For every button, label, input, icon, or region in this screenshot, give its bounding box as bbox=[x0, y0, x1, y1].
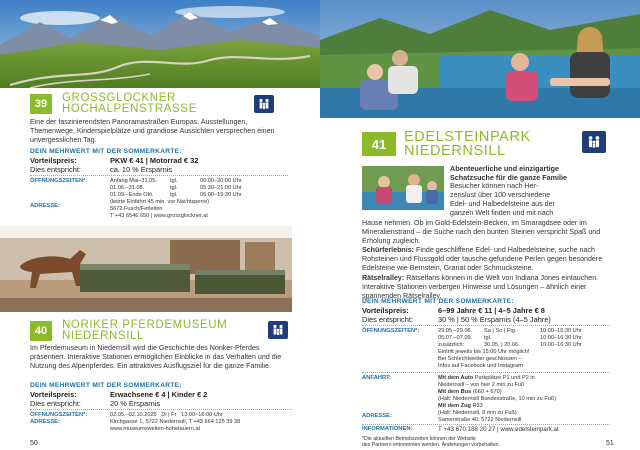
section-41-mehrwert-heading: DEIN MEHRWERT MIT DER SOMMERKARTE: bbox=[362, 298, 514, 305]
hours-days: Sa | So | Ftg. bbox=[484, 328, 517, 334]
section-41-schurf bbox=[362, 246, 608, 273]
section-40-entspricht-value: 20 % Ersparnis bbox=[110, 399, 161, 408]
anfahrt-line bbox=[438, 396, 556, 403]
right-page bbox=[320, 0, 640, 450]
section-39-hours-label: ÖFFNUNGSZEITEN*: bbox=[30, 178, 88, 184]
section-40-vorteil-label: Vorteilspreis: bbox=[30, 390, 77, 399]
section-41-text-line: Besucher können nach Her- bbox=[450, 182, 539, 190]
grossglockner-photo bbox=[0, 0, 320, 88]
hours-period: 05.07.–07.09. bbox=[438, 335, 473, 341]
section-41-text-line: Edel- und Halbedelsteine aus der bbox=[450, 200, 555, 208]
section-39-entspricht-value: ca. 10 % Ersparnis bbox=[110, 165, 173, 174]
hours-note: Bei Schlechtwetter geschlossen – bbox=[438, 356, 522, 362]
section-41-schurf-label: Schürferlebnis: bbox=[362, 246, 415, 254]
anfahrt-text: Parkplätze P1 und P2 in bbox=[473, 375, 535, 381]
hours-period: 01.09.–Ende Okt. bbox=[110, 192, 154, 198]
section-39-address-line: T +43 6546 650 | www.grossglockner.at bbox=[110, 213, 208, 219]
section-39-description: Eine der faszinierendsten Panoramastraßen Europas. Ausstellungen, Themenwege, Kinderspielplätze und grandiose Aussichten versprechen einen unvergesslichen Tag. bbox=[30, 118, 275, 145]
section-40-address-line: Kirchgasse 1, 5722 Niedernsill, T +43 664 125 39 38 bbox=[110, 419, 241, 425]
section-39-entspricht-label: Dies entspricht: bbox=[30, 165, 81, 174]
section-41-text-line: ganzen Welt finden und mit nach bbox=[450, 209, 554, 217]
section-41-anfahrt-label: ANFAHRT: bbox=[362, 375, 391, 381]
anfahrt-line bbox=[438, 389, 502, 396]
anfahrt-text: (Halt: Niedernsill Bundesstraße, 10 min zu Fuß) bbox=[438, 396, 557, 402]
divider bbox=[362, 424, 610, 425]
family-icon bbox=[582, 131, 606, 153]
section-40-hours-line: 02.05.–02.10.2025 Di | Fr 13:00–16:00 Uhr bbox=[110, 412, 223, 418]
section-41-vorteil-value: 6–99 Jahre € 11 | 4–5 Jahre € 8 bbox=[438, 306, 545, 315]
section-39-vorteil-label: Vorteilspreis: bbox=[30, 156, 77, 165]
anfahrt-line bbox=[438, 375, 535, 382]
divider bbox=[30, 409, 292, 410]
section-41-schurf-text: Finde geschliffene Edel- und Halbedelsteine, suche nach Rohsteinen und Flussgold oder tausche gefundene Perlen gegen besondere Edelsteine wie Bernstein, Granat oder Schmucksteine. bbox=[362, 246, 603, 273]
section-41-raetsel-text: Rätselfans können in die Welt von Indiana Jones eintauchen. Interaktive Stationen verbergen Hinweise und Lösungen – ähnlich einer spannenden Rätselralley. bbox=[362, 274, 599, 301]
hours-time: 06:00–20:00 Uhr bbox=[200, 178, 242, 184]
section-41-number: 41 bbox=[362, 132, 396, 156]
section-41-address: Samerstraße 40, 5722 Niedernsill bbox=[438, 417, 522, 423]
divider bbox=[362, 325, 610, 326]
section-41-title-line1: EDELSTEINPARK bbox=[404, 129, 531, 145]
hours-days: 30.05. | 20.06. bbox=[484, 342, 520, 348]
hours-row bbox=[438, 328, 610, 335]
page-number-right: 51 bbox=[606, 440, 614, 447]
anfahrt-text: Niedernsill – von hier 2 min zu Fuß bbox=[438, 382, 525, 388]
hours-row bbox=[438, 342, 610, 349]
section-41-lead-line: Schatzsuche für die ganze Familie bbox=[450, 173, 568, 182]
section-40-vorteil-value: Erwachsene € 4 | Kinder € 2 bbox=[110, 390, 208, 399]
hours-days: tgl. bbox=[170, 192, 178, 198]
family-icon bbox=[268, 321, 288, 339]
section-40-address-line: www.museumswelten-hohetauern.at bbox=[110, 426, 201, 432]
section-41-title-line2: NIEDERNSILL bbox=[404, 143, 506, 159]
section-39-address-line: 5672 Fusch/Ferleiten bbox=[110, 206, 163, 212]
hours-row bbox=[438, 335, 610, 342]
section-41-text-paragraph: Hause nehmen. Ob im Gold-Edelstein-Becken, im Smaragdsee oder im Mineralienstrand – die Suche nach den bunten Steinen verspricht Spaß und Erholung zugleich. bbox=[362, 219, 601, 246]
section-41-info: T +43 670 188 20 27 | www.edelsteinpark.at bbox=[438, 426, 559, 433]
hours-period: 01.06.–31.08. bbox=[110, 185, 145, 191]
section-41-entspricht-label: Dies entspricht: bbox=[362, 315, 413, 324]
hours-row bbox=[110, 178, 290, 185]
section-39-number: 39 bbox=[30, 94, 52, 114]
footnote-line: des Partners entnommen werden. Änderungen vorbehalten. bbox=[362, 442, 500, 448]
section-39-title-line1: GROSSGLOCKNER bbox=[62, 92, 176, 104]
hours-note: Infos auf Facebook und Instagram bbox=[438, 363, 523, 369]
family-icon bbox=[254, 95, 274, 113]
section-41-hours-label: ÖFFNUNGSZEITEN*: bbox=[362, 328, 420, 334]
anfahrt-mode: Mit dem Bus bbox=[438, 389, 472, 395]
section-40-title-line1: NORIKER PFERDEMUSEUM bbox=[62, 319, 228, 331]
hours-row bbox=[110, 192, 290, 199]
anfahrt-text: (Halt: Niedernsill, 8 min zu Fuß) bbox=[438, 410, 517, 416]
pferdemuseum-photo bbox=[0, 226, 292, 312]
section-41-lead-line: Abenteuerliche und einzigartige bbox=[450, 164, 560, 173]
section-40-title-line2: NIEDERNSILL bbox=[62, 330, 145, 342]
section-40-hours-label: ÖFFNUNGSZEITEN*: bbox=[30, 412, 88, 418]
anfahrt-text: (660 + 670) bbox=[471, 389, 502, 395]
hours-period: 29.05.–29.06. bbox=[438, 328, 473, 334]
section-41-raetsel-label: Rätselralley: bbox=[362, 274, 405, 282]
hours-period: Anfang Mai–31.05. bbox=[110, 178, 157, 184]
hours-row bbox=[110, 185, 290, 192]
hours-days: tgl. bbox=[170, 185, 178, 191]
hours-days: tgl. bbox=[484, 335, 492, 341]
divider bbox=[30, 175, 288, 176]
anfahrt-mode: Mit dem Auto bbox=[438, 375, 474, 381]
hours-days: tgl. bbox=[170, 178, 178, 184]
section-39-mehrwert-heading: DEIN MEHRWERT MIT DER SOMMERKARTE: bbox=[30, 148, 182, 155]
section-41-entspricht-value: 30 % | 50 % Ersparnis (4–5 Jahre) bbox=[438, 315, 551, 324]
anfahrt-mode: Mit dem Zug bbox=[438, 403, 471, 409]
section-39-vorteil-value: PKW € 41 | Motorrad € 32 bbox=[110, 156, 199, 165]
section-40-description: Im Pferdemuseum in Niedernsill wird die Geschichte des Noriker-Pferdes präsentiert. Interaktive Stationen ermöglichen Einblicke in das Verhalten und die Nutzung des Alpenpferdes. Ein attraktives Ausflugsziel für die ganze Familie. bbox=[30, 344, 282, 371]
anfahrt-line bbox=[438, 382, 524, 389]
section-40-number: 40 bbox=[30, 321, 52, 341]
edelsteinpark-photo bbox=[320, 0, 640, 118]
hours-note: (letzte Einfahrt 45 min. vor Nachtsperre) bbox=[110, 199, 210, 205]
hours-time: 06:00–19:30 Uhr bbox=[200, 192, 242, 198]
section-39-address-label: ADRESSE: bbox=[30, 203, 60, 209]
anfahrt-line bbox=[438, 410, 517, 417]
section-41-address-label: ADRESSE: bbox=[362, 413, 392, 419]
edelstein-inset-photo bbox=[362, 166, 444, 210]
page-number-left: 50 bbox=[30, 440, 38, 447]
section-41-info-label: INFORMATIONEN: bbox=[362, 426, 413, 432]
hours-time: 10:00–16:30 Uhr bbox=[540, 335, 582, 341]
footnote-line: *Die aktuellen Betriebszeiten können der Website bbox=[362, 436, 476, 442]
section-41-vorteil-label: Vorteilspreis: bbox=[362, 306, 409, 315]
divider bbox=[362, 372, 610, 373]
hours-note: Eintritt jeweils bis 15:00 Uhr möglich! bbox=[438, 349, 530, 355]
section-40-mehrwert-heading: DEIN MEHRWERT MIT DER SOMMERKARTE: bbox=[30, 382, 182, 389]
hours-time: 05:30–21:00 Uhr bbox=[200, 185, 242, 191]
hours-time: 10:00–16:30 Uhr bbox=[540, 328, 582, 334]
section-40-address-label: ADRESSE: bbox=[30, 419, 60, 425]
hours-time: 10:00–16:30 Uhr bbox=[540, 342, 582, 348]
section-40-entspricht-label: Dies entspricht: bbox=[30, 399, 81, 408]
section-41-text-line: zenslust über 100 verschiedene bbox=[450, 191, 551, 199]
section-39-title-line2: HOCHALPENSTRASSE bbox=[62, 103, 197, 115]
anfahrt-text: R33 bbox=[470, 403, 483, 409]
anfahrt-line bbox=[438, 403, 483, 410]
hours-period: zusätzlich: bbox=[438, 342, 465, 348]
